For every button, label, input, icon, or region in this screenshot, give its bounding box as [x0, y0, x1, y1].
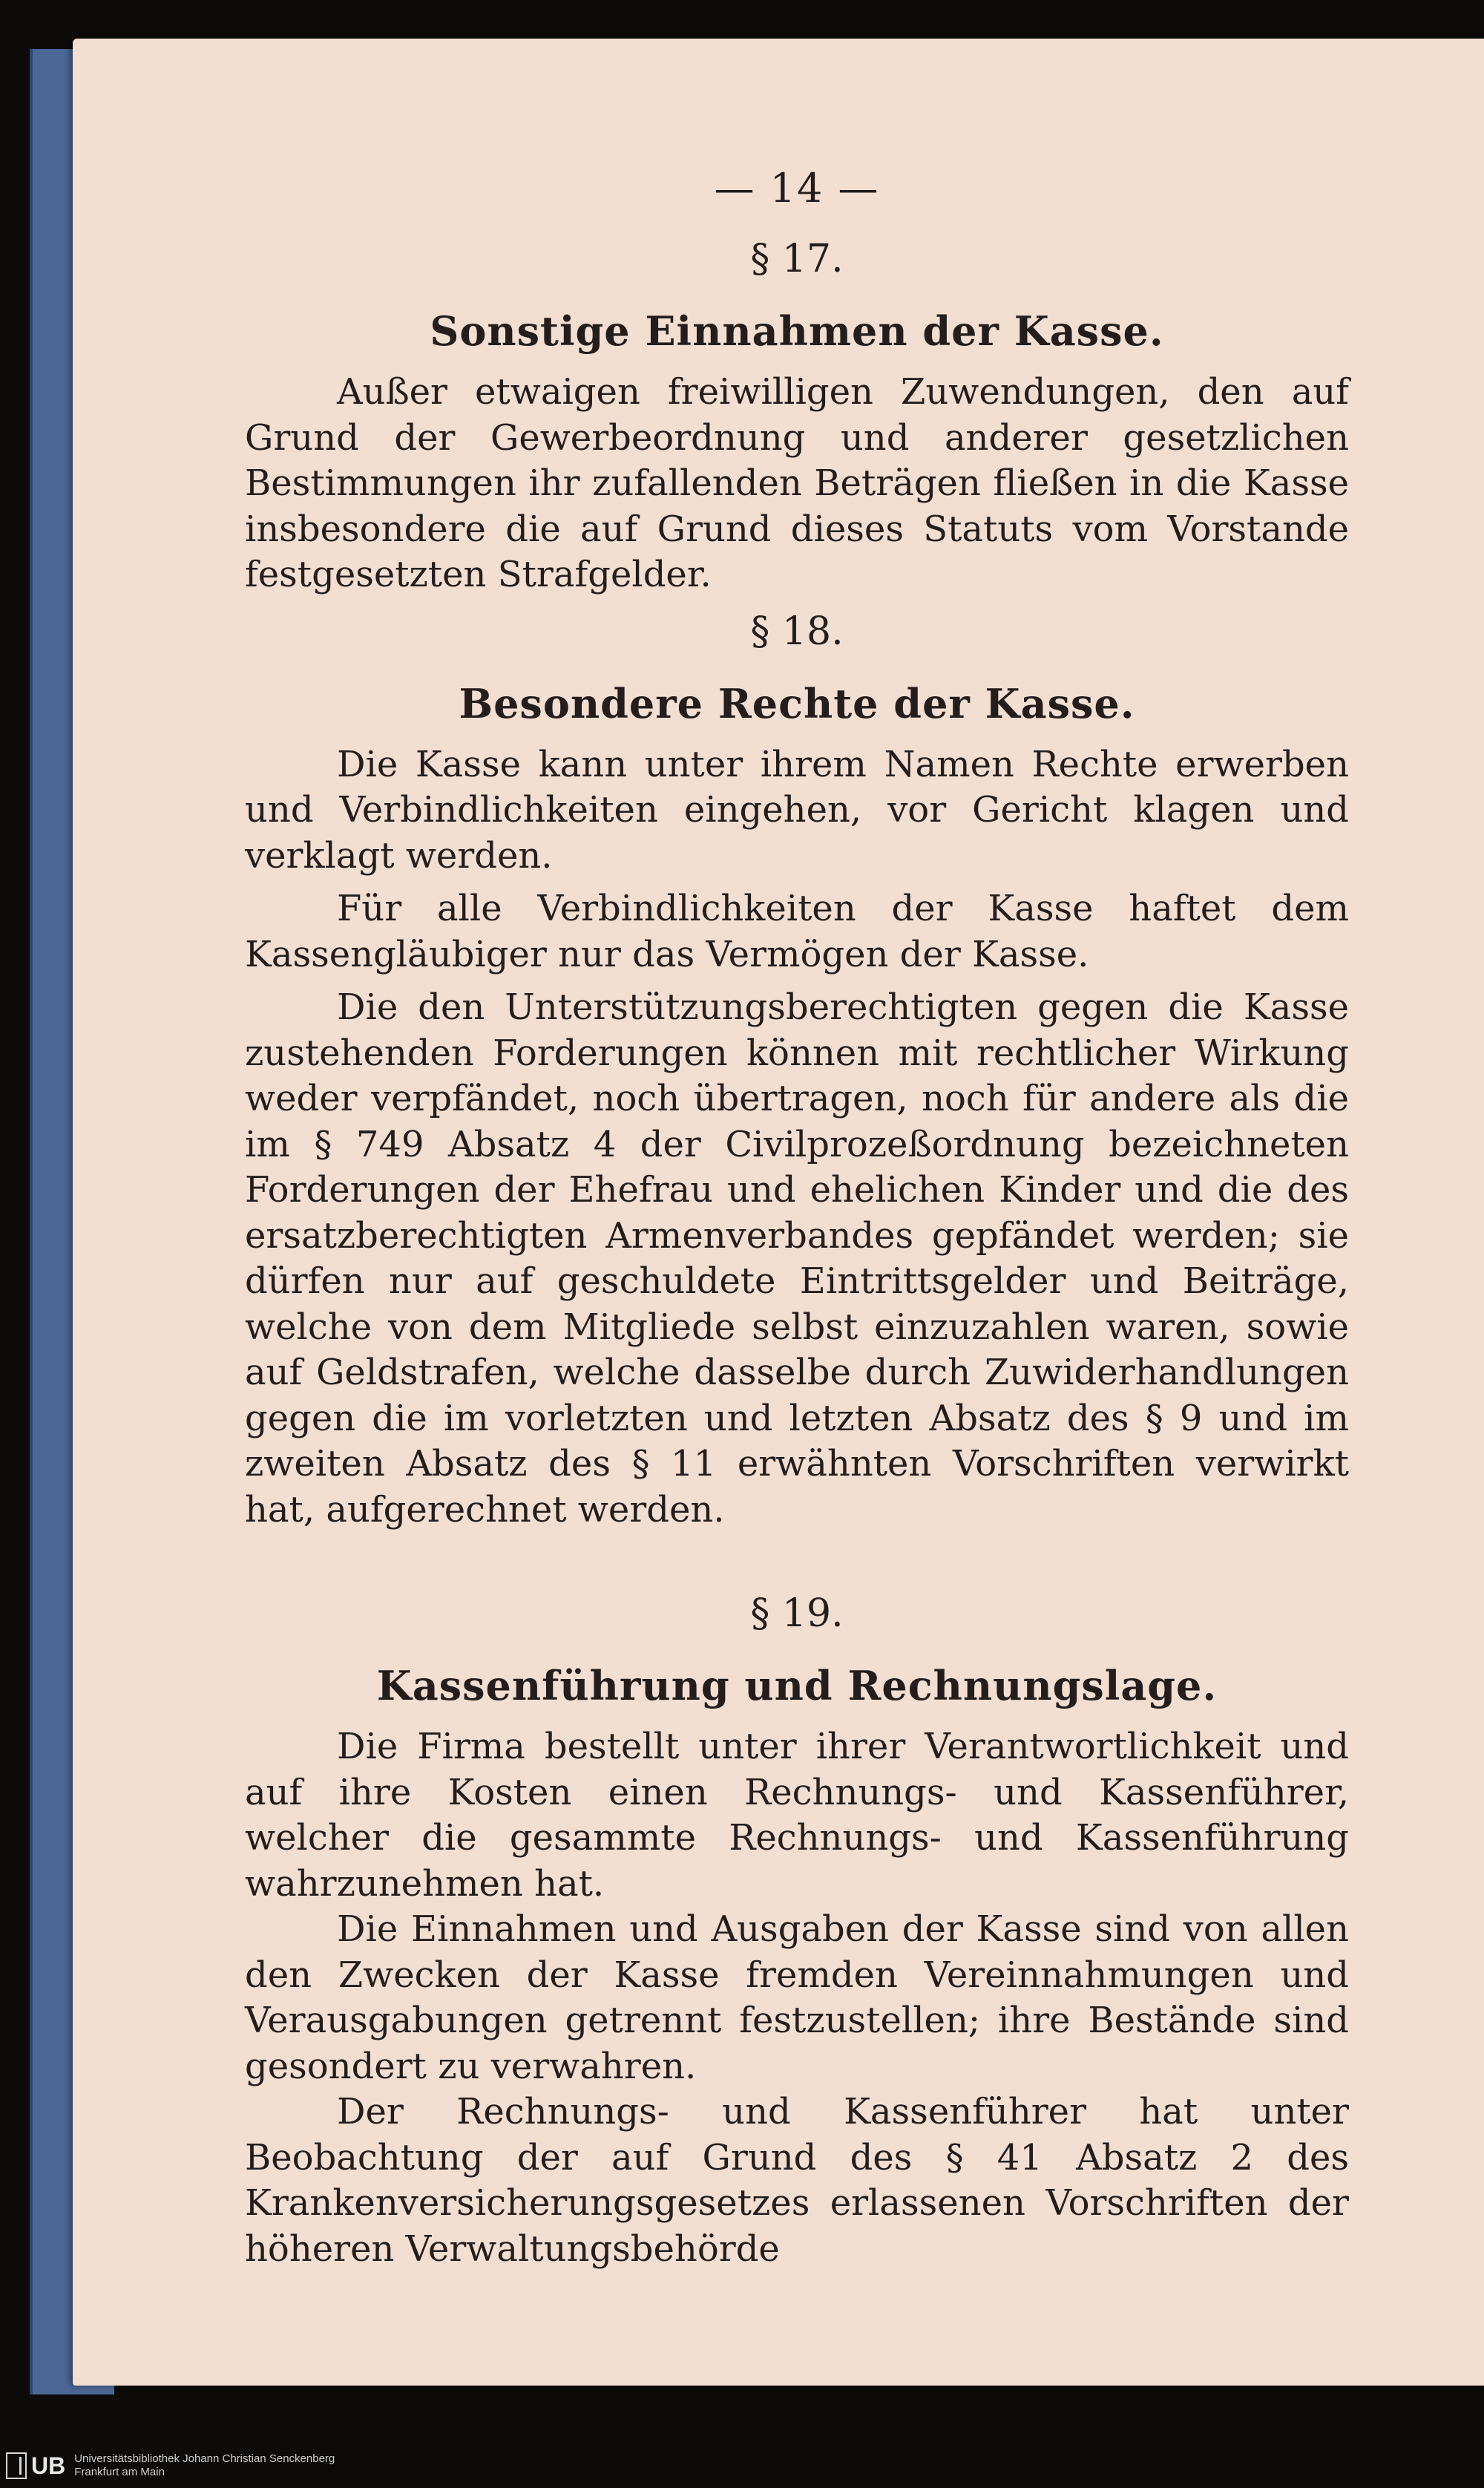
section-title: Besondere Rechte der Kasse. — [459, 679, 1135, 727]
paragraph: Die Kasse kann unter ihrem Namen Rechte erwerben und Verbindlichkeiten eingehen, vor Gericht klagen und verklagt werden. — [245, 743, 1349, 877]
book-page — [73, 39, 1484, 2386]
paragraph: Für alle Verbindlichkeiten der Kasse haftet dem Kassengläubiger nur das Vermögen der Kasse. — [245, 888, 1349, 975]
paragraph: Außer etwaigen freiwilligen Zuwendungen, den auf Grund der Gewerbeordnung und anderer gesetzlichen Bestimmungen ihr zufallenden Beträgen fließen in die Kasse insbesondere die auf Grund dieses Statuts vom Vorstande festgesetzten Strafgelder. — [245, 371, 1349, 595]
library-name-line1: Universitätsbibliothek Johann Christian Senckenberg — [74, 2452, 335, 2465]
page-content — [245, 151, 1349, 2272]
library-name — [74, 2452, 335, 2479]
section-number: § 18. — [750, 609, 844, 654]
library-footer — [0, 2442, 1484, 2488]
section-title: Kassenführung und Rechnungslage. — [376, 1662, 1218, 1709]
paragraph: Die Firma bestellt unter ihrer Verantwortlichkeit und auf ihre Kosten einen Rechnungs- und Kassenführer, welcher die gesammte Rechnungs- und Kassenführung wahrzunehmen hat. — [245, 1726, 1349, 1905]
paragraph: Der Rechnungs- und Kassenführer hat unter Beobachtung der auf Grund des § 41 Absatz 2 des Krankenversicherungsgesetzes erlassenen Vorschriften der höheren Verwaltungsbehörde — [245, 2091, 1349, 2270]
section-number: § 17. — [750, 237, 844, 281]
paragraph: Die den Unterstützungsberechtigten gegen die Kasse zustehenden Forderungen können mit rechtlicher Wirkung weder verpfändet, noch übertragen, noch für andere als die im § 749 Absatz 4 der Civilprozeßordnung bezeichneten Forderungen der Ehefrau und ehelichen Kinder und die des ersatzberechtigten Armenverbandes gepfändet werden; sie dürfen nur auf geschuldete Eintrittsgelder und Beiträge, welche von dem Mitgliede selbst einzuzahlen waren, sowie auf Geldstrafen, welche dasselbe durch Zuwiderhandlungen gegen die im vorletzten und letzten Absatz des § 9 und im zweiten Absatz des § 11 erwähnten Vorschriften verwirkt hat, aufgerechnet werden. — [245, 986, 1349, 1531]
section-number: § 19. — [750, 1591, 844, 1636]
book-icon — [6, 2452, 27, 2479]
library-logo — [6, 2451, 335, 2481]
section-title: Sonstige Einnahmen der Kasse. — [430, 307, 1164, 355]
logo-text: UB — [31, 2452, 66, 2479]
paragraph: Die Einnahmen und Ausgaben der Kasse sind von allen den Zwecken der Kasse fremden Vereinnahmungen und Verausgabungen getrennt festzustellen; ihre Bestände sind gesondert zu verwahren. — [245, 1908, 1349, 2087]
page-number: — 14 — — [714, 165, 880, 212]
library-name-line2: Frankfurt am Main — [74, 2466, 165, 2478]
